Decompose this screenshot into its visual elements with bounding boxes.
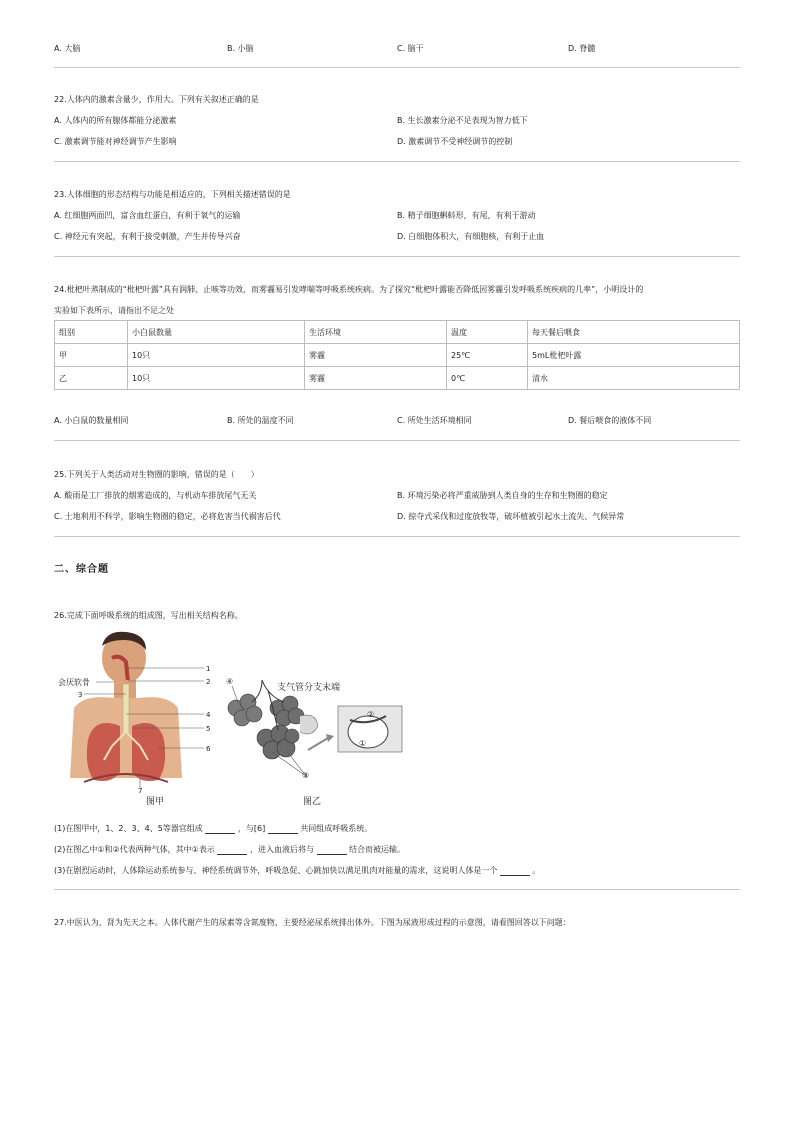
q23-option-a: A. 红细胞两面凹，富含血红蛋白，有利于氧气的运输: [54, 211, 241, 220]
q23-option-c: C. 神经元有突起，有利于接受刺激，产生并传导兴奋: [54, 232, 241, 241]
q26-stem: 26.完成下面呼吸系统的组成图，写出相关结构名称。: [54, 611, 243, 620]
table-cell: 10只: [128, 367, 305, 390]
table-cell: 10只: [128, 344, 305, 367]
trachea-shape: [123, 684, 129, 734]
left-lung-shape: [87, 723, 120, 781]
table-cell: 乙: [55, 367, 128, 390]
q23-stem: 23.人体细胞的形态结构与功能是相适应的，下列相关描述错误的是: [54, 190, 291, 199]
label-7: 7: [138, 787, 143, 795]
q26-sub1-text-a: (1)在图甲中，1、2、3、4、5等器官组成: [54, 824, 203, 833]
q23-option-b: B. 精子细胞蝌蚪形，有尾，有利于游动: [397, 211, 536, 220]
q21-option-b: B. 小脑: [227, 44, 254, 53]
arrow-head: [326, 734, 334, 742]
q21-option-c: C. 脑干: [397, 44, 424, 53]
label-4: 4: [206, 711, 211, 719]
table-header-row: [55, 321, 740, 344]
table-cell: 温度: [447, 321, 528, 344]
right-lung-shape: [132, 723, 165, 781]
label-bronchus-end: 支气管分支末端: [277, 683, 341, 693]
q25-option-c: C. 土地利用不科学，影响生物圈的稳定，必将危害当代祸害后代: [54, 512, 281, 521]
table-cell: 25℃: [447, 344, 528, 367]
table-row: [55, 344, 740, 367]
table-cell: 清水: [528, 367, 740, 390]
alveoli-cluster-bottom: [257, 725, 299, 759]
respiratory-system-figure: [54, 628, 214, 810]
q26-sub2-text-c: 结合而被运输。: [349, 845, 406, 854]
q24-option-b: B. 所处的温度不同: [227, 416, 294, 425]
table-row: [55, 367, 740, 390]
label-3: 3: [78, 691, 83, 699]
q25-stem: 25.下列关于人类活动对生物圈的影响，错误的是（ ）: [54, 470, 259, 479]
table-cell: 小白鼠数量: [128, 321, 305, 344]
divider: [54, 67, 740, 68]
q25-option-a: A. 酸雨是工厂排放的烟雾造成的，与机动车排放尾气无关: [54, 491, 257, 500]
answer-blank[interactable]: [500, 867, 530, 876]
label-6: 6: [206, 745, 211, 753]
divider: [54, 440, 740, 441]
q26-sub1: [54, 823, 372, 834]
q26-sub3-text-a: (3)在剧烈运动时，人体除运动系统参与、神经系统调节外，呼吸急促、心跳加快以满足肌肉对能量的需求，这说明人体是一个: [54, 866, 498, 875]
answer-blank[interactable]: [268, 825, 298, 834]
alveoli-cluster-left: [228, 694, 262, 726]
figure-b-caption: 图乙: [303, 797, 322, 807]
q21-option-a: A. 大脑: [54, 44, 81, 53]
q22-option-d: D. 激素调节不受神经调节的控制: [397, 137, 513, 146]
q23-option-d: D. 白细胞体积大，有细胞核，有利于止血: [397, 232, 545, 241]
circle-label-4: ④: [226, 677, 234, 686]
divider: [54, 536, 740, 537]
table-cell: 甲: [55, 344, 128, 367]
q22-option-a: A. 人体内的所有腺体都能分泌激素: [54, 116, 177, 125]
label-2: 2: [206, 678, 211, 686]
q26-sub3: [54, 865, 540, 876]
q24-stem-line2: 实验如下表所示，请指出不足之处: [54, 306, 174, 315]
q26-sub1-text-b: ，与[6]: [237, 824, 266, 833]
answer-blank[interactable]: [205, 825, 235, 834]
q22-stem: 22.人体内的激素含量少，作用大。下列有关叙述正确的是: [54, 95, 259, 104]
q26-sub2: [54, 844, 405, 855]
q22-option-c: C. 激素调节能对神经调节产生影响: [54, 137, 177, 146]
divider: [54, 889, 740, 890]
capillary-shape: [300, 715, 318, 734]
circle-label-1: ①: [359, 739, 367, 748]
table-cell: 组别: [55, 321, 128, 344]
table-cell: 每天餐后喂食: [528, 321, 740, 344]
q24-stem-line1: 24.枇杷叶蒸制成的“枇杷叶露”具有润肺、止咳等功效，而雾霾易引发哮喘等呼吸系统疾病。为了探究“枇杷叶露能否降低因雾霾引发呼吸系统疾病的几率”，小明设计的: [54, 285, 644, 294]
circle-label-2: ②: [367, 710, 375, 719]
q25-option-b: B. 环境污染必将严重威胁到人类自身的生存和生物圈的稳定: [397, 491, 608, 500]
experiment-table: [54, 320, 740, 390]
table-cell: 生活环境: [305, 321, 447, 344]
q24-option-d: D. 餐后喂食的液体不同: [568, 416, 652, 425]
circle-label-3: ③: [302, 771, 310, 780]
table-cell: 5mL枇杷叶露: [528, 344, 740, 367]
answer-blank[interactable]: [217, 846, 247, 855]
q24-option-c: C. 所处生活环境相同: [397, 416, 472, 425]
alveoli-cluster-middle: [270, 696, 304, 726]
q26-sub2-text-b: ，进入血液后将与: [249, 845, 314, 854]
divider: [54, 256, 740, 257]
q21-option-d: D. 脊髓: [568, 44, 596, 53]
section-title: 二、综合题: [54, 564, 109, 575]
label-5: 5: [206, 725, 211, 733]
label-1: 1: [206, 665, 211, 673]
q27-stem: 27.中医认为，肾为先天之本。人体代谢产生的尿素等含氮废物，主要经泌尿系统排出体外。下图为尿液形成过程的示意图，请看图回答以下问题：: [54, 918, 571, 927]
answer-blank[interactable]: [317, 846, 347, 855]
table-cell: 雾霾: [305, 367, 447, 390]
q26-sub2-text-a: (2)在图乙中①和②代表两种气体，其中①表示: [54, 845, 215, 854]
q22-option-b: B. 生长激素分泌不足表现为智力低下: [397, 116, 528, 125]
q25-option-d: D. 掠夺式采伐和过度放牧等，破坏植被引起水土流失、气候异常: [397, 512, 625, 521]
figure-a-caption: 图甲: [146, 797, 165, 807]
label-epiglottis: 会厌软骨: [58, 678, 90, 687]
q24-option-a: A. 小白鼠的数量相同: [54, 416, 129, 425]
table-cell: 雾霾: [305, 344, 447, 367]
table-cell: 0℃: [447, 367, 528, 390]
arrow-line: [308, 738, 328, 750]
q26-sub1-text-c: 共同组成呼吸系统。: [300, 824, 373, 833]
divider: [54, 161, 740, 162]
q26-sub3-text-b: 。: [532, 866, 541, 875]
